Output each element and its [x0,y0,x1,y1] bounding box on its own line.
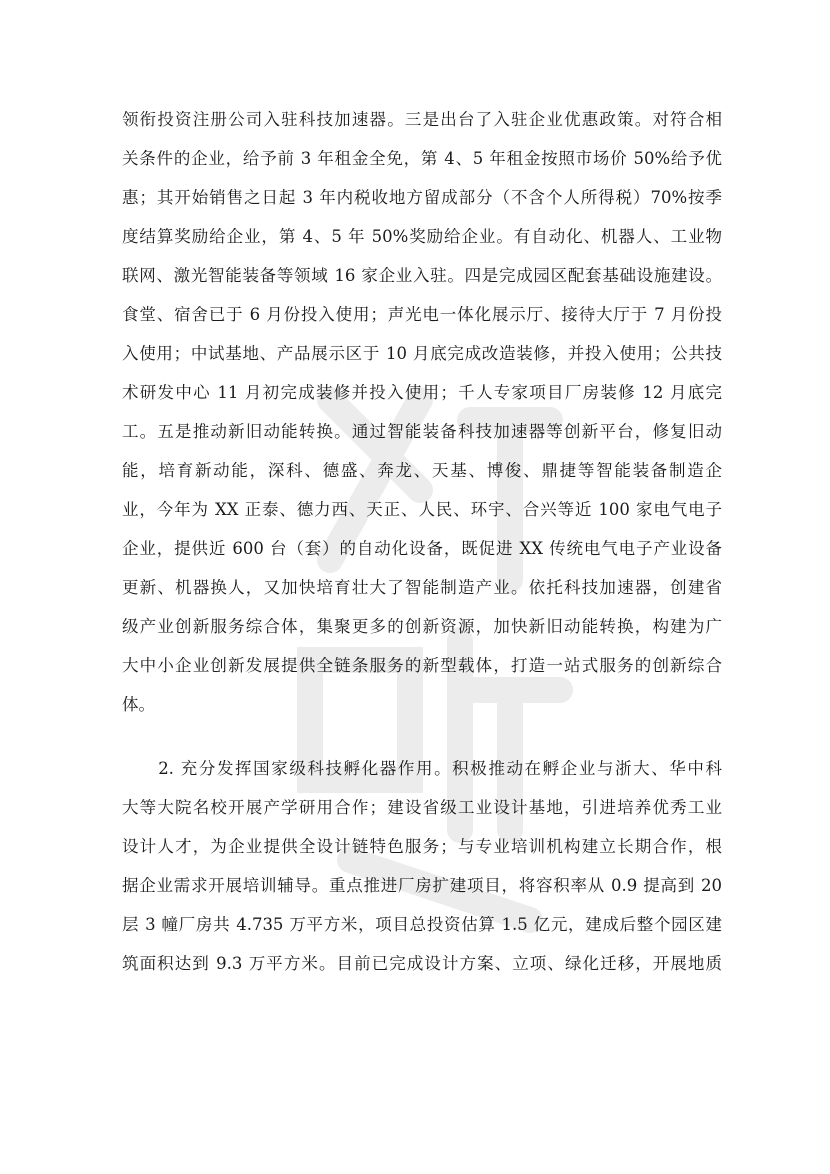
text-line: 领衔投资注册公司入驻科技加速器。三是出台了入驻企业优惠政策。对符合相 [122,110,722,129]
text-line: 食堂、宿舍已于 6 月份投入使用；声光电一体化展示厅、接待大厅于 7 月份投 [122,305,722,324]
text-line: 大等大院名校开展产学研用合作；建设省级工业设计基地，引进培养优秀工业 [122,798,722,817]
text-line: 更新、机器换人，又加快培育壮大了智能制造产业。依托科技加速器，创建省 [122,578,722,597]
paragraph-1 [122,100,722,724]
text-line: 术研发中心 11 月初完成装修并投入使用；千人专家项目厂房装修 12 月底完 [122,383,722,402]
text-line: 据企业需求开展培训辅导。重点推进厂房扩建项目，将容积率从 0.9 提高到 20 [122,876,722,895]
text-line: 惠；其开始销售之日起 3 年内税收地方留成部分（不含个人所得税）70%按季 [122,188,722,207]
text-line: 关条件的企业，给予前 3 年租金全免，第 4、5 年租金按照市场价 50%给予优 [122,149,722,168]
text-line: 层 3 幢厂房共 4.735 万平方米，项目总投资估算 1.5 亿元，建成后整个园区建 [122,915,722,934]
text-line: 工。五是推动新旧动能转换。通过智能装备科技加速器等创新平台，修复旧动 [122,422,722,441]
text-line: 度结算奖励给企业，第 4、5 年 50%奖励给企业。有自动化、机器人、工业物 [122,227,722,246]
text-line: 筑面积达到 9.3 万平方米。目前已完成设计方案、立项、绿化迁移，开展地质 [122,954,722,973]
text-line: 大中小企业创新发展提供全链条服务的新型载体，打造一站式服务的创新综合 [122,656,722,675]
text-line: 级产业创新服务综合体，集聚更多的创新资源，加快新旧动能转换，构建为广 [122,617,722,636]
text-line: 设计人才，为企业提供全设计链特色服务；与专业培训机构建立长期合作，根 [122,837,722,856]
text-line: 能，培育新动能，深科、德盛、奔龙、天基、博俊、鼎捷等智能装备制造企 [122,461,722,480]
text-line: 2. 充分发挥国家级科技孵化器作用。积极推动在孵企业与浙大、华中科 [122,759,722,778]
text-line: 企业，提供近 600 台（套）的自动化设备，既促进 XX 传统电气电子产业设备 [122,539,722,558]
text-line: 业，今年为 XX 正泰、德力西、天正、人民、环宇、合兴等近 100 家电气电子 [122,500,722,519]
text-line: 联网、激光智能装备等领域 16 家企业入驻。四是完成园区配套基础设施建设。 [122,266,722,285]
text-line: 体。 [122,695,155,714]
document-body [122,100,722,983]
paragraph-spacer [122,724,722,749]
text-line: 入使用；中试基地、产品展示区于 10 月底完成改造装修，并投入使用；公共技 [122,344,722,363]
paragraph-2 [122,749,722,983]
